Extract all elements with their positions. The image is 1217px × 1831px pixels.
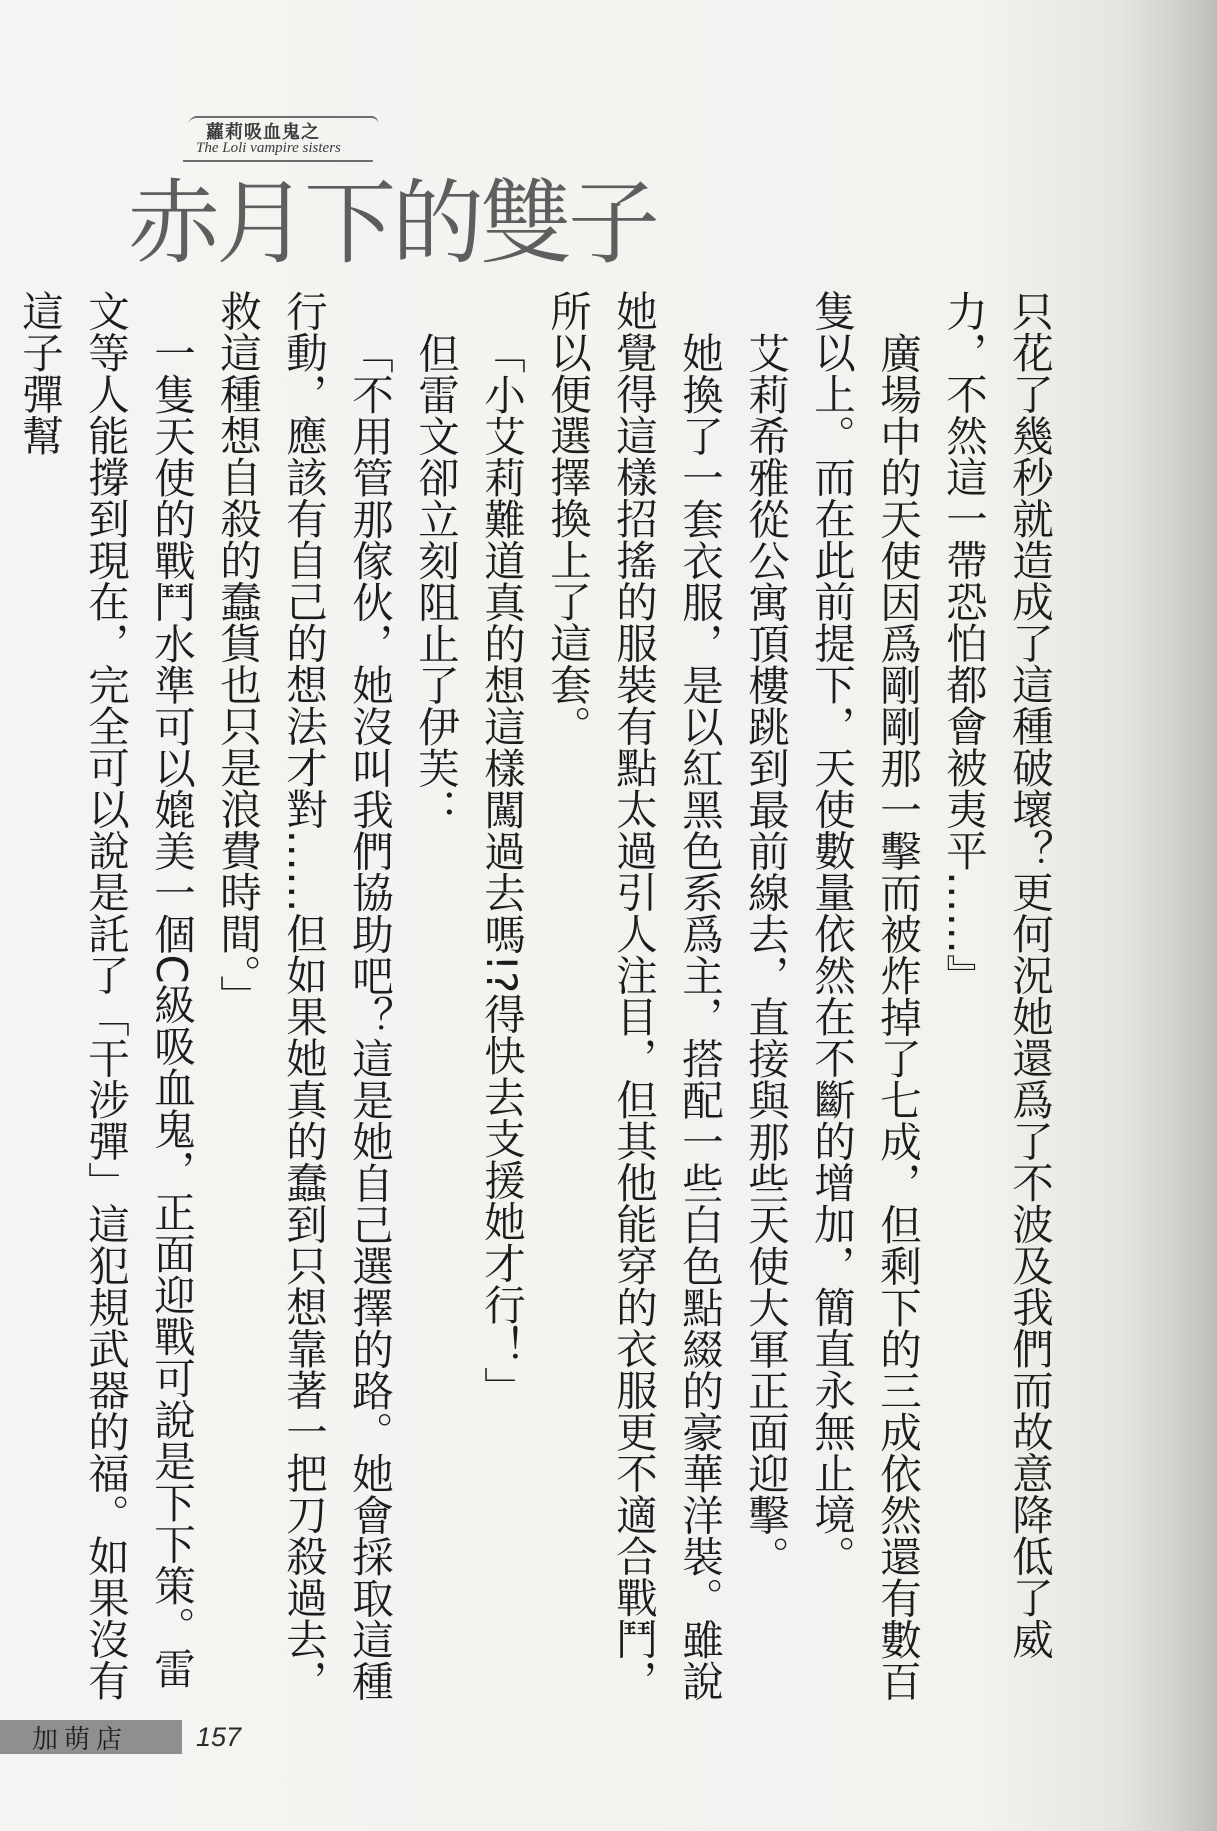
series-title-english: The Loli vampire sisters <box>196 140 341 156</box>
paragraph: 艾莉希雅從公寓頂樓跳到最前線去，直接與那些天使大軍正面迎擊。 <box>741 331 790 1577</box>
page-number: 157 <box>196 1721 242 1752</box>
footer-label-box <box>0 1720 182 1754</box>
paragraph: 一隻天使的戰鬥水準可以媲美一個C級吸血鬼，正面迎戰可說是下下策。雷文等人能撐到現在，完全可以說是託了「干涉彈」這犯規武器的福。如果沒有這子彈幫 <box>15 290 196 1701</box>
paragraph: 但雷文卻立刻阻止了伊芙： <box>411 331 460 830</box>
page-footer <box>0 1720 260 1754</box>
book-title: 赤月下的雙子 <box>128 170 657 277</box>
series-title-chinese: 蘿莉吸血鬼之 <box>206 122 320 143</box>
vertical-text-body <box>6 290 1062 1710</box>
paragraph: 廣場中的天使因爲剛剛那一擊而被炸掉了七成，但剩下的三成依然還有數百隻以上。而在此前提下，天使數量依然在不斷的增加，簡直永無止境。 <box>807 290 922 1701</box>
paragraph: 她換了一套衣服，是以紅黑色系爲主，搭配一些白色點綴的豪華洋裝。雖說她覺得這樣招搖的服裝有點太過引人注目，但其他能穿的衣服更不適合戰鬥，所以便選擇換上了這套。 <box>543 290 724 1701</box>
footer-label: 加萌店 <box>32 1724 129 1755</box>
book-title-logo <box>128 108 657 277</box>
paragraph: 「小艾莉難道真的想這樣闖過去嗎!?得快去支援她才行！」 <box>477 331 526 1408</box>
paragraph: 只花了幾秒就造成了這種破壞？更何況她還爲了不波及我們而故意降低了威力，不然這一帶恐怕都會被夷平……』 <box>939 290 1054 1660</box>
paragraph: 「不用管那傢伙，她沒叫我們協助吧？這是她自己選擇的路。她會採取這種行動，應該有自己的想法才對……但如果她真的蠢到只想靠著一把刀殺過去，救這種想自殺的蠢貨也只是浪費時間。」 <box>213 290 394 1701</box>
